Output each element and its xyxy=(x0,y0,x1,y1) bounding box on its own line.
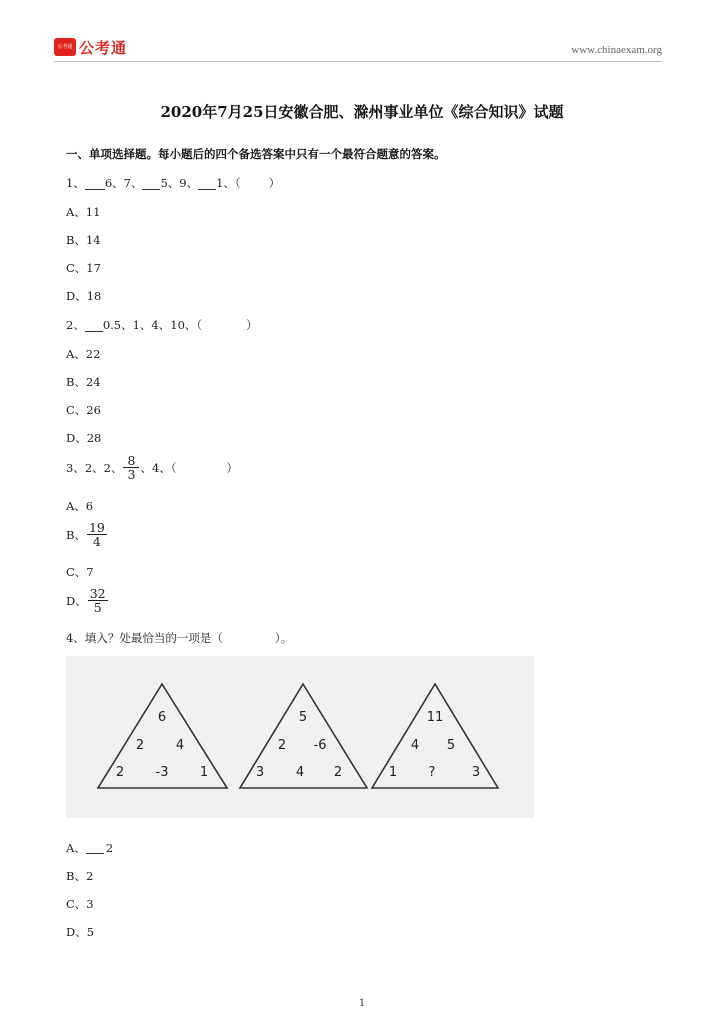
logo-badge: 公考通 xyxy=(54,38,76,56)
question-2-stem xyxy=(66,317,258,333)
triangle-3-bot-right: 3 xyxy=(471,765,481,780)
triangle-2-bot-right: 2 xyxy=(333,765,343,780)
option-c: C、7 xyxy=(66,565,94,579)
site-url: www.chinaexam.org xyxy=(571,44,662,56)
numerator: 32 xyxy=(89,586,106,601)
triangle-3-top: 11 xyxy=(426,710,444,725)
stem-text: ） xyxy=(246,318,258,332)
option-a: A、11 xyxy=(66,205,101,219)
stem-text: ）。 xyxy=(274,631,293,645)
option-d xyxy=(66,587,109,614)
stem-text: 、4、（ xyxy=(140,460,177,475)
option-b: B、14 xyxy=(66,233,101,247)
fraction xyxy=(88,521,106,548)
option-b: B、2 xyxy=(66,869,94,883)
option-a: A、22 xyxy=(66,347,101,361)
triangle-1-top: 6 xyxy=(157,710,167,725)
numerator: 19 xyxy=(88,520,105,535)
option-c: C、3 xyxy=(66,897,94,911)
logo-text: 公考通 xyxy=(79,38,128,57)
denominator: 4 xyxy=(92,534,101,550)
option-label: A、 xyxy=(66,841,86,855)
triangle-2-top: 5 xyxy=(298,710,308,725)
triangle-3-mid-left: 4 xyxy=(410,738,420,753)
stem-text: ） xyxy=(268,176,281,190)
triangle-3-bot-left: 1 xyxy=(388,765,398,780)
triangles-svg xyxy=(66,656,534,818)
header-divider xyxy=(54,61,662,62)
fraction xyxy=(89,587,107,614)
triangle-3-mid-right: 5 xyxy=(446,738,456,753)
triangle-1-bot-mid: -3 xyxy=(155,765,169,780)
question-3-stem xyxy=(66,454,238,481)
triangle-2-bot-left: 3 xyxy=(255,765,265,780)
option-d: D、18 xyxy=(66,289,102,303)
triangle-2 xyxy=(240,684,367,788)
stem-text: 5、9、 xyxy=(160,176,199,190)
option-label: B、 xyxy=(66,527,86,542)
question-number: 1、 xyxy=(66,176,85,190)
page-header xyxy=(54,36,662,60)
triangle-2-mid-left: 2 xyxy=(277,738,287,753)
triangles-figure xyxy=(66,656,534,818)
option-label: D、 xyxy=(66,593,87,608)
triangle-2-bot-mid: 4 xyxy=(295,765,305,780)
option-c: C、26 xyxy=(66,403,101,417)
question-4-stem xyxy=(66,630,292,646)
denominator: 5 xyxy=(93,600,102,616)
option-b: B、24 xyxy=(66,375,101,389)
option-d: D、28 xyxy=(66,431,102,445)
fraction xyxy=(124,454,138,481)
stem-text: 1、（ xyxy=(216,176,241,190)
stem-text: 0.5、1、4、10、（ xyxy=(102,318,203,332)
page-number: 1 xyxy=(358,998,366,1009)
option-a: A、6 xyxy=(66,499,94,513)
question-number: 2、 xyxy=(66,318,85,332)
triangle-2-mid-right: -6 xyxy=(313,738,327,753)
triangle-3 xyxy=(372,684,498,788)
triangle-1-mid-left: 2 xyxy=(135,738,145,753)
triangle-1-bot-left: 2 xyxy=(115,765,125,780)
option-d: D、5 xyxy=(66,925,95,939)
triangle-1-mid-right: 4 xyxy=(175,738,185,753)
numerator: 8 xyxy=(127,453,136,468)
option-c: C、17 xyxy=(66,261,101,275)
option-b xyxy=(66,521,108,548)
question-1-stem xyxy=(66,175,280,191)
blank xyxy=(85,319,103,332)
stem-text: 4、填入？处最恰当的一项是（ xyxy=(66,631,223,645)
stem-text: 3、2、2、 xyxy=(66,460,123,475)
blank xyxy=(85,177,105,190)
denominator: 3 xyxy=(127,467,136,483)
section-heading: 一、单项选择题。每小题后的四个备选答案中只有一个最符合题意的答案。 xyxy=(66,147,446,161)
triangle-1-bot-right: 1 xyxy=(199,765,209,780)
blank xyxy=(198,177,216,190)
blank xyxy=(142,177,160,190)
triangle-1 xyxy=(98,684,227,788)
blank-underline xyxy=(86,853,104,854)
option-value: 2 xyxy=(105,841,114,855)
document-title: 2020年7月25日安徽合肥、滁州事业单位《综合知识》试题 xyxy=(160,103,564,121)
stem-text: 6、7、 xyxy=(104,176,143,190)
stem-text: ） xyxy=(226,460,239,475)
logo xyxy=(54,36,127,58)
triangle-3-bot-mid: ? xyxy=(428,765,436,780)
